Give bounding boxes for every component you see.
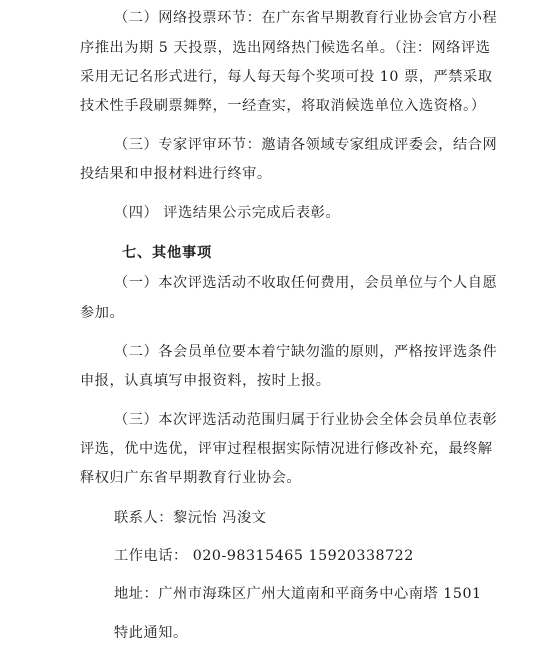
announce-line: （四） 评选结果公示完成后表彰。 — [114, 205, 341, 221]
item-2-line-2: 申报，认真填写申报资料，按时上报。 — [80, 373, 331, 389]
voting-line-2: 序推出为期 5 天投票，选出网络热门候选名单。（注：网络评选 — [80, 40, 491, 56]
work-phone: 工作电话： 020-98315465 15920338722 — [114, 548, 414, 564]
address: 地址：广州市海珠区广州大道南和平商务中心南塔 1501 — [114, 586, 482, 602]
voting-line-4: 技术性手段刷票舞弊，一经查实，将取消候选单位入选资格。） — [80, 98, 486, 114]
closing-notice: 特此通知。 — [114, 625, 188, 641]
item-3-line-2: 评选，优中选优，评审过程根据实际情况进行修改补充，最终解 — [80, 441, 493, 457]
section-heading-other: 七、其他事项 — [122, 245, 212, 261]
voting-line-1: （二）网络投票环节：在广东省早期教育行业协会官方小程 — [114, 10, 498, 26]
contact-persons: 联系人：黎沅怡 冯浚文 — [114, 510, 267, 526]
item-2-line-1: （二）各会员单位要本着宁缺勿滥的原则，严格按评选条件 — [114, 344, 498, 360]
expert-line-2: 投结果和申报材料进行终审。 — [80, 166, 272, 182]
item-3-line-3: 释权归广东省早期教育行业协会。 — [80, 470, 302, 486]
item-1-line-1: （一）本次评选活动不收取任何费用，会员单位与个人自愿 — [114, 275, 498, 291]
expert-line-1: （三）专家评审环节：邀请各领域专家组成评委会，结合网 — [114, 137, 498, 153]
item-3-line-1: （三）本次评选活动范围归属于行业协会全体会员单位表彰 — [114, 412, 498, 428]
item-1-line-2: 参加。 — [80, 305, 125, 321]
voting-line-3: 采用无记名形式进行，每人每天每个奖项可投 10 票，严禁采取 — [80, 69, 493, 85]
